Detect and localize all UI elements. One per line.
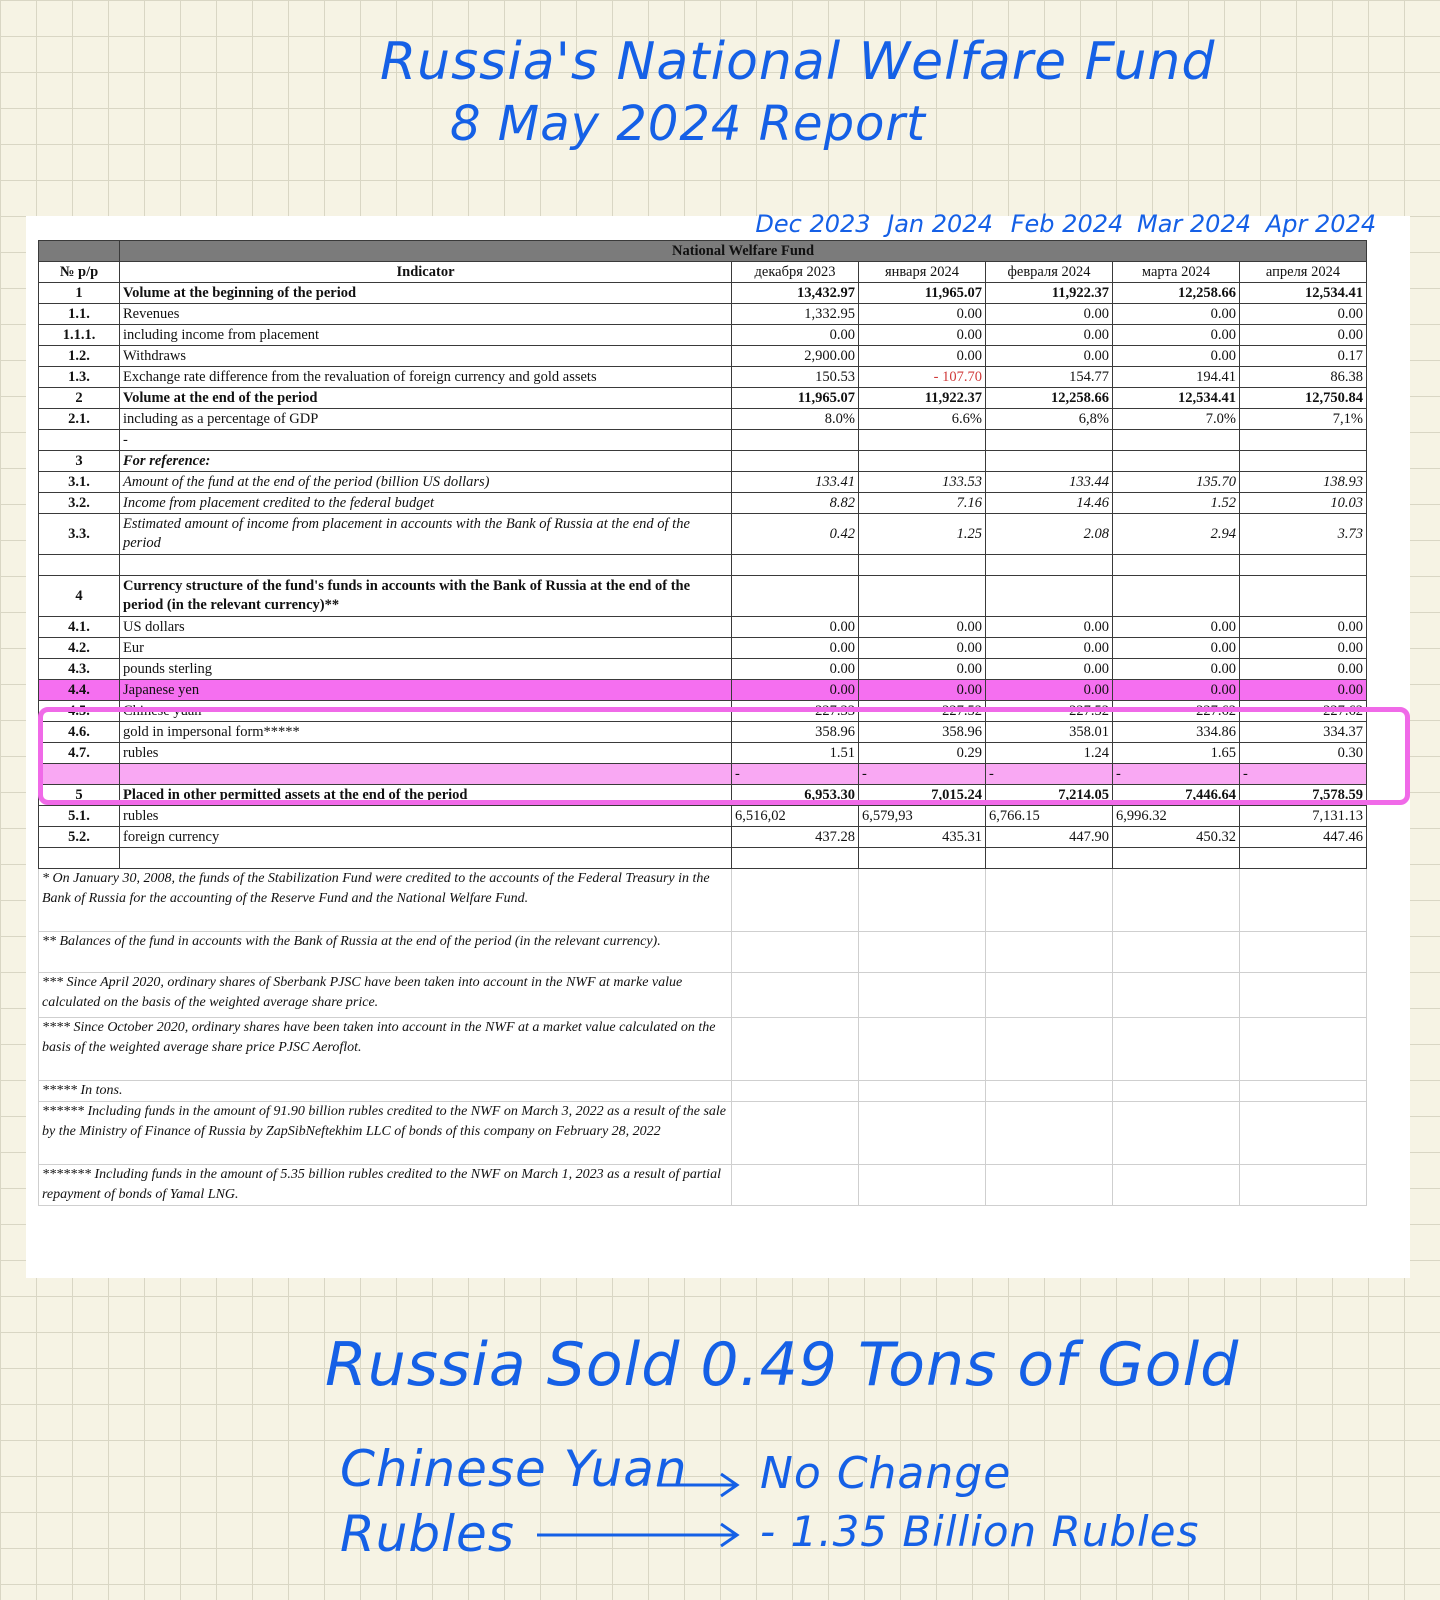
row-value: 6,516,02 xyxy=(732,806,859,827)
table-row xyxy=(39,806,1367,827)
footnote-row xyxy=(39,973,1367,1018)
empty-cell xyxy=(859,932,986,973)
row-value: 0.00 xyxy=(986,680,1113,701)
row-value xyxy=(1113,576,1240,617)
row-value: 0.30 xyxy=(1240,743,1367,764)
table-row xyxy=(39,451,1367,472)
row-indicator: Chinese yuan xyxy=(120,701,732,722)
yuan-label: Chinese Yuan xyxy=(340,1440,688,1498)
row-number: 5 xyxy=(39,785,120,806)
row-value: 447.90 xyxy=(986,827,1113,848)
row-value: - xyxy=(986,764,1113,785)
row-value xyxy=(732,430,859,451)
empty-cell xyxy=(986,1165,1113,1206)
row-value: 0.42 xyxy=(732,514,859,555)
row-value: 0.29 xyxy=(859,743,986,764)
row-value: 8.82 xyxy=(732,493,859,514)
row-number: 4.2. xyxy=(39,638,120,659)
empty-cell xyxy=(1240,1081,1367,1102)
row-number xyxy=(39,848,120,869)
row-indicator: Eur xyxy=(120,638,732,659)
empty-cell xyxy=(986,973,1113,1018)
row-value: 334.86 xyxy=(1113,722,1240,743)
row-value: 0.00 xyxy=(1113,325,1240,346)
row-value: 227.33 xyxy=(732,701,859,722)
footnote-row xyxy=(39,1102,1367,1165)
row-value: 0.00 xyxy=(986,638,1113,659)
footnote-row xyxy=(39,1165,1367,1206)
row-value: 0.00 xyxy=(1113,638,1240,659)
table-title-row xyxy=(39,241,1367,262)
row-value: 0.00 xyxy=(1240,617,1367,638)
row-value: - 107.70 xyxy=(859,367,986,388)
footnote: * On January 30, 2008, the funds of the Stabilization Fund were credited to the accounts of the Federal Treasury in the Bank of Russia for the accounting of the Reserve Fund and the National Welfare Fund. xyxy=(39,869,732,932)
row-value: 6,953.30 xyxy=(732,785,859,806)
empty-cell xyxy=(1113,869,1240,932)
table-row xyxy=(39,472,1367,493)
row-value: 154.77 xyxy=(986,367,1113,388)
table-row xyxy=(39,638,1367,659)
table-row xyxy=(39,701,1367,722)
table-row xyxy=(39,785,1367,806)
row-value xyxy=(732,848,859,869)
row-value: 2.94 xyxy=(1113,514,1240,555)
row-value: 1.24 xyxy=(986,743,1113,764)
row-value: 12,258.66 xyxy=(986,388,1113,409)
row-value xyxy=(859,576,986,617)
row-value: 86.38 xyxy=(1240,367,1367,388)
row-number: 1.1. xyxy=(39,304,120,325)
empty-cell xyxy=(1240,932,1367,973)
row-value xyxy=(1113,430,1240,451)
row-value: 0.00 xyxy=(1113,680,1240,701)
row-number: 4.3. xyxy=(39,659,120,680)
rubles-arrow-icon xyxy=(535,1520,745,1550)
row-number: 1.3. xyxy=(39,367,120,388)
table-row xyxy=(39,430,1367,451)
row-value: 0.00 xyxy=(859,638,986,659)
empty-cell xyxy=(1113,1102,1240,1165)
row-value: 0.00 xyxy=(1240,325,1367,346)
row-value: 12,258.66 xyxy=(1113,283,1240,304)
row-indicator: Placed in other permitted assets at the end of the period xyxy=(120,785,732,806)
row-value: 358.96 xyxy=(732,722,859,743)
empty-cell xyxy=(859,1102,986,1165)
col-month-header: апреля 2024 xyxy=(1240,262,1367,283)
table-row xyxy=(39,680,1367,701)
row-value: 2,900.00 xyxy=(732,346,859,367)
row-value: 0.00 xyxy=(859,325,986,346)
row-value: 1.65 xyxy=(1113,743,1240,764)
row-value: 133.44 xyxy=(986,472,1113,493)
row-number: 4.6. xyxy=(39,722,120,743)
report-sheet xyxy=(26,210,1410,1278)
row-value: 135.70 xyxy=(1113,472,1240,493)
row-value: 7,131.13 xyxy=(1240,806,1367,827)
table-row xyxy=(39,283,1367,304)
row-value: 437.28 xyxy=(732,827,859,848)
row-value: 14.46 xyxy=(986,493,1113,514)
row-value: 435.31 xyxy=(859,827,986,848)
table-row xyxy=(39,617,1367,638)
row-value: 194.41 xyxy=(1113,367,1240,388)
row-value: 133.53 xyxy=(859,472,986,493)
empty-cell xyxy=(986,1018,1113,1081)
row-value: 0.00 xyxy=(986,325,1113,346)
title-line-1: Russia's National Welfare Fund xyxy=(380,32,1216,92)
row-value: 0.00 xyxy=(1240,680,1367,701)
footnote: ******* Including funds in the amount of 5.35 billion rubles credited to the NWF on March 1, 2023 as a result of partial repayment of bonds of Yamal LNG. xyxy=(39,1165,732,1206)
table-row xyxy=(39,764,1367,785)
row-indicator: For reference: xyxy=(120,451,732,472)
row-value xyxy=(732,555,859,576)
row-value: 0.17 xyxy=(1240,346,1367,367)
empty-cell xyxy=(732,869,859,932)
row-value: 450.32 xyxy=(1113,827,1240,848)
month-note-jan: Jan 2024 xyxy=(887,210,993,238)
empty-cell xyxy=(1113,932,1240,973)
row-indicator: rubles xyxy=(120,743,732,764)
row-value xyxy=(986,555,1113,576)
row-value: 7,1% xyxy=(1240,409,1367,430)
row-value: 6,996.32 xyxy=(1113,806,1240,827)
table-row xyxy=(39,304,1367,325)
empty-cell xyxy=(732,1165,859,1206)
rubles-change-note: - 1.35 Billion Rubles xyxy=(760,1507,1200,1556)
table-row xyxy=(39,514,1367,555)
row-value: 0.00 xyxy=(986,617,1113,638)
footnote-row xyxy=(39,1081,1367,1102)
empty-cell xyxy=(859,1081,986,1102)
table-row xyxy=(39,576,1367,617)
row-indicator: rubles xyxy=(120,806,732,827)
empty-cell xyxy=(732,1081,859,1102)
table-row xyxy=(39,659,1367,680)
row-value: 358.96 xyxy=(859,722,986,743)
row-value xyxy=(859,451,986,472)
col-month-header: декабря 2023 xyxy=(732,262,859,283)
table-row xyxy=(39,367,1367,388)
row-value: 227.62 xyxy=(1240,701,1367,722)
row-value: 11,965.07 xyxy=(859,283,986,304)
empty-cell xyxy=(1240,1018,1367,1081)
empty-cell xyxy=(1113,973,1240,1018)
row-value: 1.52 xyxy=(1113,493,1240,514)
row-number: 4.5. xyxy=(39,701,120,722)
row-indicator: Japanese yen xyxy=(120,680,732,701)
row-number: 3.2. xyxy=(39,493,120,514)
row-indicator: Volume at the end of the period xyxy=(120,388,732,409)
row-indicator: Income from placement credited to the federal budget xyxy=(120,493,732,514)
row-value xyxy=(1113,451,1240,472)
row-value xyxy=(1113,555,1240,576)
empty-cell xyxy=(1240,1102,1367,1165)
row-value: 227.52 xyxy=(986,701,1113,722)
row-value: 7,578.59 xyxy=(1240,785,1367,806)
footnote: ***** In tons. xyxy=(39,1081,732,1102)
row-value: 0.00 xyxy=(859,346,986,367)
empty-cell xyxy=(859,973,986,1018)
row-number xyxy=(39,764,120,785)
month-note-dec: Dec 2023 xyxy=(755,210,871,238)
row-value: 7,446.64 xyxy=(1113,785,1240,806)
row-number: 2.1. xyxy=(39,409,120,430)
empty-cell xyxy=(1240,869,1367,932)
table-row xyxy=(39,722,1367,743)
table-row xyxy=(39,346,1367,367)
col-indicator-header: Indicator xyxy=(120,262,732,283)
footnote: *** Since April 2020, ordinary shares of Sberbank PJSC have been taken into account in the NWF at marke value calculated on the basis of the weighted average share price. xyxy=(39,973,732,1018)
row-indicator: pounds sterling xyxy=(120,659,732,680)
row-value: 1,332.95 xyxy=(732,304,859,325)
row-value: 0.00 xyxy=(732,638,859,659)
empty-cell xyxy=(1113,1165,1240,1206)
row-value: 3.73 xyxy=(1240,514,1367,555)
row-value: 0.00 xyxy=(859,680,986,701)
row-number: 3.3. xyxy=(39,514,120,555)
row-value: 12,750.84 xyxy=(1240,388,1367,409)
month-note-feb: Feb 2024 xyxy=(1010,210,1124,238)
row-value: 133.41 xyxy=(732,472,859,493)
row-indicator: Revenues xyxy=(120,304,732,325)
row-value: - xyxy=(859,764,986,785)
col-month-header: марта 2024 xyxy=(1113,262,1240,283)
row-value: 0.00 xyxy=(859,659,986,680)
row-value xyxy=(1240,848,1367,869)
row-value xyxy=(732,576,859,617)
row-value: 7,015.24 xyxy=(859,785,986,806)
empty-cell xyxy=(732,1018,859,1081)
row-value xyxy=(732,451,859,472)
row-value: 150.53 xyxy=(732,367,859,388)
row-value: 0.00 xyxy=(859,304,986,325)
empty-cell xyxy=(732,932,859,973)
footnote-row xyxy=(39,932,1367,973)
row-value xyxy=(986,576,1113,617)
table-row xyxy=(39,388,1367,409)
empty-cell xyxy=(732,973,859,1018)
col-no-header: № p/p xyxy=(39,262,120,283)
row-value: 1.51 xyxy=(732,743,859,764)
table-row xyxy=(39,409,1367,430)
row-value xyxy=(859,555,986,576)
row-number: 3.1. xyxy=(39,472,120,493)
nwf-table xyxy=(38,240,1367,1206)
footnote: **** Since October 2020, ordinary shares have been taken into account in the NWF at a market value calculated on the basis of the weighted average share price PJSC Aeroflot. xyxy=(39,1018,732,1081)
row-number: 4.1. xyxy=(39,617,120,638)
row-value: - xyxy=(732,764,859,785)
row-value: 0.00 xyxy=(732,325,859,346)
row-value: 0.00 xyxy=(732,659,859,680)
month-note-apr: Apr 2024 xyxy=(1265,210,1377,238)
row-value: 7.16 xyxy=(859,493,986,514)
row-indicator xyxy=(120,555,732,576)
row-value: 447.46 xyxy=(1240,827,1367,848)
row-number xyxy=(39,430,120,451)
row-value: 0.00 xyxy=(859,617,986,638)
empty-cell xyxy=(986,932,1113,973)
row-value: - xyxy=(1240,764,1367,785)
row-value: 358.01 xyxy=(986,722,1113,743)
empty-cell xyxy=(859,1165,986,1206)
row-indicator: foreign currency xyxy=(120,827,732,848)
row-value xyxy=(1113,848,1240,869)
empty-cell xyxy=(1113,1018,1240,1081)
row-value: 0.00 xyxy=(986,659,1113,680)
gold-sold-note: Russia Sold 0.49 Tons of Gold xyxy=(325,1330,1240,1400)
row-value: 0.00 xyxy=(986,346,1113,367)
row-value: 12,534.41 xyxy=(1240,283,1367,304)
rubles-label: Rubles xyxy=(340,1505,515,1563)
row-value: - xyxy=(1113,764,1240,785)
row-indicator: Volume at the beginning of the period xyxy=(120,283,732,304)
row-value: 0.00 xyxy=(1113,346,1240,367)
row-value: 138.93 xyxy=(1240,472,1367,493)
table-header-row xyxy=(39,262,1367,283)
row-indicator: gold in impersonal form***** xyxy=(120,722,732,743)
row-value xyxy=(1240,576,1367,617)
row-value: 227.52 xyxy=(859,701,986,722)
row-value: 11,922.37 xyxy=(859,388,986,409)
row-number: 1.1.1. xyxy=(39,325,120,346)
row-value: 0.00 xyxy=(1113,659,1240,680)
footnote-row xyxy=(39,1018,1367,1081)
table-title: National Welfare Fund xyxy=(120,241,1367,262)
month-note-mar: Mar 2024 xyxy=(1137,210,1251,238)
row-indicator: US dollars xyxy=(120,617,732,638)
row-value: 2.08 xyxy=(986,514,1113,555)
row-indicator: Amount of the fund at the end of the period (billion US dollars) xyxy=(120,472,732,493)
row-number: 4.4. xyxy=(39,680,120,701)
row-value: 6,579,93 xyxy=(859,806,986,827)
row-number: 1 xyxy=(39,283,120,304)
row-indicator: including income from placement xyxy=(120,325,732,346)
row-indicator: Withdraws xyxy=(120,346,732,367)
col-month-header: января 2024 xyxy=(859,262,986,283)
empty-cell xyxy=(732,1102,859,1165)
row-value xyxy=(986,451,1113,472)
row-indicator xyxy=(120,848,732,869)
row-value: 10.03 xyxy=(1240,493,1367,514)
row-value: 11,922.37 xyxy=(986,283,1113,304)
empty-cell xyxy=(986,1081,1113,1102)
row-value xyxy=(986,430,1113,451)
row-number: 5.2. xyxy=(39,827,120,848)
row-indicator: Currency structure of the fund's funds in accounts with the Bank of Russia at the end of the period (in the relevant currency)** xyxy=(120,576,732,617)
table-row xyxy=(39,555,1367,576)
row-value: 6.6% xyxy=(859,409,986,430)
row-value: 6,8% xyxy=(986,409,1113,430)
table-row xyxy=(39,848,1367,869)
footnote: ****** Including funds in the amount of 91.90 billion rubles credited to the NWF on March 3, 2022 as a result of the sale by the Ministry of Finance of Russia by ZapSibNeftekhim LLC of bonds of this company on February 28, 2022 xyxy=(39,1102,732,1165)
row-number xyxy=(39,555,120,576)
col-month-header: февраля 2024 xyxy=(986,262,1113,283)
row-value: 11,965.07 xyxy=(732,388,859,409)
row-value: 227.62 xyxy=(1113,701,1240,722)
row-value: 0.00 xyxy=(1113,617,1240,638)
empty-cell xyxy=(1240,973,1367,1018)
row-value: 1.25 xyxy=(859,514,986,555)
yuan-change-note: No Change xyxy=(760,1448,1012,1499)
row-value xyxy=(1240,430,1367,451)
row-value xyxy=(859,848,986,869)
row-value: 8.0% xyxy=(732,409,859,430)
yuan-arrow-icon xyxy=(655,1470,745,1500)
row-number: 5.1. xyxy=(39,806,120,827)
row-indicator: Estimated amount of income from placement in accounts with the Bank of Russia at the end of the period xyxy=(120,514,732,555)
row-value xyxy=(1240,555,1367,576)
table-row xyxy=(39,325,1367,346)
footnote: ** Balances of the fund in accounts with the Bank of Russia at the end of the period (in the relevant currency). xyxy=(39,932,732,973)
row-value xyxy=(986,848,1113,869)
row-value: 0.00 xyxy=(732,680,859,701)
table-row xyxy=(39,743,1367,764)
row-value: 13,432.97 xyxy=(732,283,859,304)
row-number: 1.2. xyxy=(39,346,120,367)
row-number: 3 xyxy=(39,451,120,472)
empty-cell xyxy=(859,1018,986,1081)
row-indicator: Exchange rate difference from the revaluation of foreign currency and gold assets xyxy=(120,367,732,388)
title-line-2: 8 May 2024 Report xyxy=(450,96,926,152)
table-row xyxy=(39,493,1367,514)
row-value: 6,766.15 xyxy=(986,806,1113,827)
footnote-row xyxy=(39,869,1367,932)
row-number: 2 xyxy=(39,388,120,409)
row-value: 0.00 xyxy=(732,617,859,638)
row-value: 0.00 xyxy=(1240,304,1367,325)
empty-cell xyxy=(1240,1165,1367,1206)
row-indicator: - xyxy=(120,430,732,451)
row-value: 0.00 xyxy=(1240,659,1367,680)
row-value: 7,214.05 xyxy=(986,785,1113,806)
row-value: 7.0% xyxy=(1113,409,1240,430)
row-indicator: including as a percentage of GDP xyxy=(120,409,732,430)
row-number: 4.7. xyxy=(39,743,120,764)
table-row xyxy=(39,827,1367,848)
row-value xyxy=(859,430,986,451)
empty-cell xyxy=(859,869,986,932)
row-value: 0.00 xyxy=(986,304,1113,325)
empty-cell xyxy=(986,869,1113,932)
empty-cell xyxy=(1113,1081,1240,1102)
row-value: 0.00 xyxy=(1113,304,1240,325)
row-indicator xyxy=(120,764,732,785)
row-value xyxy=(1240,451,1367,472)
row-value: 0.00 xyxy=(1240,638,1367,659)
row-value: 12,534.41 xyxy=(1113,388,1240,409)
empty-cell xyxy=(986,1102,1113,1165)
row-number: 4 xyxy=(39,576,120,617)
row-value: 334.37 xyxy=(1240,722,1367,743)
